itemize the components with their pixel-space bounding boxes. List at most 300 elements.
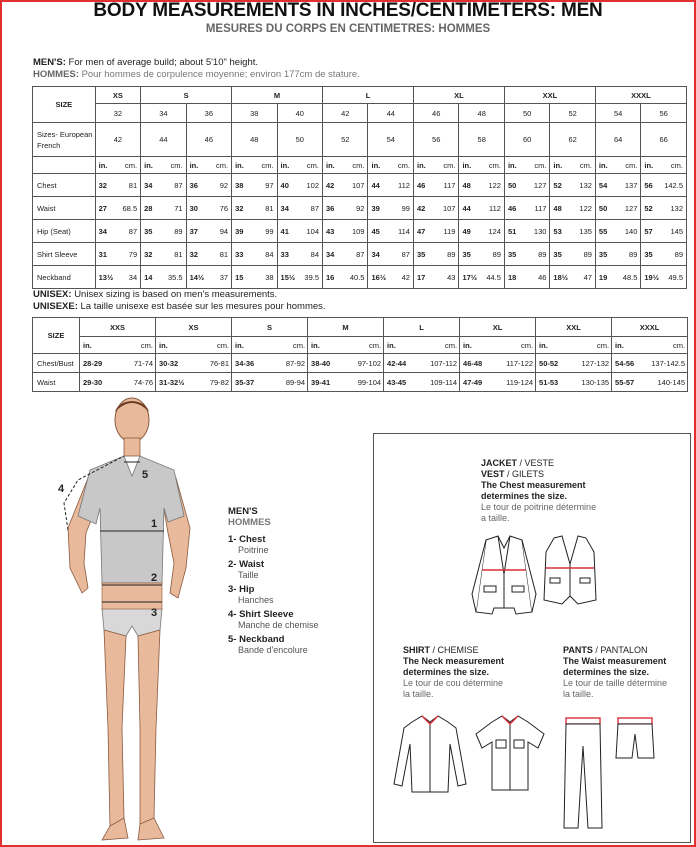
value-cm: 89 [656,243,686,266]
value-cm: 109-114 [412,373,460,392]
unisexe-note [33,301,326,312]
value-in: 16½ [368,266,383,289]
value-cm: 89 [156,220,186,243]
unit-in: in. [384,337,412,354]
value-cm: 127-132 [564,354,612,373]
value-cm: 81 [201,243,231,266]
legend-item-label: 1- Chest [228,534,266,545]
unit-in: in. [156,337,184,354]
unisex-note [33,289,277,300]
unisexe-note-text: La taille unisexe est basée sur les mesures pour hommes. [80,301,326,312]
value-cm: 49.5 [656,266,686,289]
legend-item-fr: Taille [238,570,259,580]
value-in: 44 [459,197,474,220]
unit-in: in. [536,337,564,354]
value-cm: 84 [292,243,322,266]
us-size: 54 [595,104,640,123]
value-in: 43-45 [384,373,412,392]
hommes-note-label: HOMMES: [33,69,79,80]
value-cm: 99 [247,220,277,243]
value-cm: 137 [611,174,641,197]
eu-size: 56 [413,123,458,157]
shirt-fr1: Le tour de cou détermine [403,678,504,688]
us-size: 46 [413,104,458,123]
value-cm: 79-82 [184,373,232,392]
value-in: 14½ [186,266,201,289]
value-cm: 84 [247,243,277,266]
value-cm: 44.5 [474,266,504,289]
value-in: 31-32½ [156,373,184,392]
long-sleeve-shirt-icon [394,716,466,792]
value-cm: 76 [201,197,231,220]
value-in: 46 [413,174,428,197]
legend-item-waist [228,559,319,580]
size-header: XXL [504,87,595,104]
legend-item-hip [228,584,319,605]
value-cm: 35.5 [156,266,186,289]
eu-size: 48 [232,123,277,157]
mens-note-text: For men of average build; about 5'10" height. [68,57,259,68]
shirt-title-fr: / CHEMISE [432,645,479,655]
value-in: 28-29 [80,354,108,373]
unit-in: in. [368,157,383,174]
unit-in: in. [323,157,338,174]
us-size: 52 [550,104,596,123]
value-in: 18½ [550,266,565,289]
value-in: 35-37 [232,373,260,392]
unit-in: in. [232,157,247,174]
value-cm: 140-145 [640,373,688,392]
unit-in: in. [232,337,260,354]
value-cm: 132 [565,174,595,197]
value-in: 51-53 [536,373,564,392]
jacket-title: JACKET [481,458,518,468]
size-header: M [232,87,323,104]
value-cm: 81 [110,174,140,197]
value-cm: 97 [247,174,277,197]
unit-cm: cm. [336,337,384,354]
shirt-title: SHIRT [403,645,430,655]
vest-icon [544,536,596,604]
value-in: 34 [141,174,156,197]
value-cm: 92 [201,174,231,197]
value-in: 35 [459,243,474,266]
value-in: 42 [413,197,428,220]
value-cm: 81 [247,197,277,220]
value-in: 39 [232,220,247,243]
unit-in: in. [641,157,656,174]
value-in: 43 [323,220,338,243]
value-cm: 107 [338,174,368,197]
jacket-line1: The Chest measurement [481,480,586,490]
shirt-line1: The Neck measurement [403,656,505,666]
value-cm: 99-104 [336,373,384,392]
page-subtitle: MESURES DU CORPS EN CENTIMETRES: HOMMES [205,23,491,35]
table-row [33,104,687,123]
value-cm: 87 [110,220,140,243]
value-cm: 87 [338,243,368,266]
size-header: M [308,318,384,337]
pants-fr2: la taille. [563,689,594,699]
measurement-legend [228,506,319,655]
value-in: 47-49 [460,373,488,392]
unit-in: in. [413,157,428,174]
value-cm: 130 [520,220,550,243]
value-in: 41 [277,220,292,243]
value-cm: 79 [110,243,140,266]
eu-size: 52 [323,123,368,157]
value-in: 34-36 [232,354,260,373]
size-header: XS [156,318,232,337]
table-row [33,157,687,174]
row-label: Waist [33,197,96,220]
eu-size: 64 [595,123,640,157]
value-cm: 46 [520,266,550,289]
mens-note [33,57,258,68]
unit-cm: cm. [383,157,413,174]
size-label: SIZE [33,87,96,123]
value-cm: 117-122 [488,354,536,373]
value-in: 17 [413,266,428,289]
value-cm: 42 [383,266,413,289]
value-in: 30 [186,197,201,220]
unit-cm: cm. [260,337,308,354]
value-in: 51 [504,220,519,243]
value-in: 33 [232,243,247,266]
value-in: 27 [95,197,110,220]
us-size: 38 [232,104,277,123]
value-cm: 117 [520,197,550,220]
value-in: 46-48 [460,354,488,373]
value-cm: 48.5 [611,266,641,289]
jacket-fr2: a taille. [481,513,510,523]
value-in: 54 [595,174,610,197]
row-label: Hip (Seat) [33,220,96,243]
unit-cm: cm. [488,337,536,354]
neckband-number: 5 [142,469,149,481]
jacket-icon [472,536,536,614]
value-cm: 119 [429,220,459,243]
value-in: 42 [323,174,338,197]
value-cm: 112 [474,197,504,220]
eu-size: 58 [459,123,505,157]
shorts-icon [616,718,654,758]
value-in: 49 [459,220,474,243]
value-cm: 142.5 [656,174,686,197]
table-row [33,373,688,392]
size-header: S [232,318,308,337]
size-header: L [323,87,414,104]
unit-cm: cm. [184,337,232,354]
shirt-illustration [382,714,552,796]
unisex-note-text: Unisex sizing is based on men's measurements. [74,289,278,300]
value-in: 18 [504,266,519,289]
unit-in: in. [95,157,110,174]
vest-title: VEST [481,469,505,479]
pants-fr1: Le tour de taille détermine [563,678,668,688]
pants-line1: The Waist measurement [563,656,667,666]
table-row [33,174,687,197]
value-cm: 81 [156,243,186,266]
short-sleeve-shirt-icon [476,716,544,790]
legend-item-fr: Hanches [238,595,274,605]
unit-in: in. [595,157,610,174]
jacket-fr1: Le tour de poitrine détermine [481,502,597,512]
unit-cm: cm. [429,157,459,174]
legend-item-fr: Poitrine [238,545,269,555]
value-cm: 127 [520,174,550,197]
value-in: 35 [595,243,610,266]
value-in: 50 [504,174,519,197]
eu-label-line: Sizes- European [37,129,93,139]
value-in: 37 [186,220,201,243]
value-cm: 74-76 [108,373,156,392]
value-cm: 107 [429,197,459,220]
value-cm: 122 [474,174,504,197]
us-size: 32 [95,104,140,123]
unisex-note-label: UNISEX: [33,289,72,300]
value-in: 32 [232,197,247,220]
value-cm: 124 [474,220,504,243]
unit-in: in. [612,337,640,354]
size-header: XXS [80,318,156,337]
size-header: XL [460,318,536,337]
unit-cm: cm. [110,157,140,174]
mens-note-label: MEN'S: [33,57,66,68]
value-in: 42-44 [384,354,412,373]
value-cm: 137-142.5 [640,354,688,373]
value-cm: 34 [110,266,140,289]
jacket-title-fr: / VESTE [519,458,555,468]
value-in: 48 [459,174,474,197]
value-in: 35 [413,243,428,266]
unit-cm: cm. [108,337,156,354]
value-cm: 87 [156,174,186,197]
eu-size: 66 [641,123,687,157]
pants-block [563,645,667,700]
eu-size-label [33,123,96,157]
unisex-size-table [32,317,688,392]
value-cm: 38 [247,266,277,289]
pants-icon [564,718,602,828]
unit-in: in. [459,157,474,174]
value-in: 45 [368,220,383,243]
chest-number: 1 [151,518,158,530]
value-cm: 40.5 [338,266,368,289]
value-in: 16 [323,266,338,289]
value-in: 55 [595,220,610,243]
value-in: 50-52 [536,354,564,373]
hommes-note [33,69,360,80]
value-in: 48 [550,197,565,220]
unit-cm: cm. [412,337,460,354]
value-in: 46 [504,197,519,220]
value-in: 30-32 [156,354,184,373]
value-cm: 97-102 [336,354,384,373]
value-in: 44 [368,174,383,197]
us-size: 50 [504,104,549,123]
value-in: 34 [323,243,338,266]
eu-label-line: French [37,140,61,150]
unit-in: in. [550,157,565,174]
man-body [68,398,190,840]
value-cm: 68.5 [110,197,140,220]
value-in: 19 [595,266,610,289]
jacket-block [481,458,596,524]
us-size: 34 [141,104,186,123]
value-cm: 140 [611,220,641,243]
legend-item-fr: Bande d'encolure [238,645,308,655]
value-in: 36 [186,174,201,197]
value-in: 28 [141,197,156,220]
unit-cm: cm. [474,157,504,174]
value-in: 35 [550,243,565,266]
size-label: SIZE [33,318,80,354]
unit-cm: cm. [656,157,686,174]
unit-in: in. [460,337,488,354]
table-row [33,318,688,337]
eu-size: 60 [504,123,549,157]
value-cm: 107-112 [412,354,460,373]
eu-size: 50 [277,123,322,157]
unit-cm: cm. [156,157,186,174]
row-label: Chest/Bust [33,354,80,373]
value-in: 52 [550,174,565,197]
legend-item-label: 3- Hip [228,584,255,595]
value-cm: 87-92 [260,354,308,373]
hip-number: 3 [151,607,158,619]
value-cm: 89 [565,243,595,266]
empty-cell [33,157,96,174]
value-in: 52 [641,197,656,220]
value-in: 54-56 [612,354,640,373]
value-in: 31 [95,243,110,266]
value-in: 19½ [641,266,656,289]
value-in: 47 [413,220,428,243]
table-row [33,123,687,157]
shirt-fr2: la taille. [403,689,434,699]
shirt-line2: determines the size. [403,667,490,677]
value-in: 35 [141,220,156,243]
page-title: BODY MEASUREMENTS IN INCHES/CENTIMETERS: MEN [93,0,603,21]
unit-cm: cm. [564,337,612,354]
value-cm: 87 [383,243,413,266]
us-size: 36 [186,104,231,123]
unit-cm: cm. [640,337,688,354]
table-row [33,197,687,220]
value-in: 14 [141,266,156,289]
size-header: XXXL [612,318,688,337]
unit-cm: cm. [611,157,641,174]
us-size: 44 [368,104,414,123]
pants-illustration [560,716,660,836]
us-size: 48 [459,104,505,123]
value-cm: 114 [383,220,413,243]
value-in: 39-41 [308,373,336,392]
shirt-block [403,645,504,700]
value-cm: 104 [292,220,322,243]
size-header: XS [95,87,140,104]
garment-guide-panel [373,433,691,843]
row-label: Neckband [33,266,96,289]
value-cm: 119-124 [488,373,536,392]
table-row [33,266,687,289]
row-label: Chest [33,174,96,197]
pants-title-fr: / PANTALON [595,645,648,655]
unit-cm: cm. [292,157,322,174]
value-in: 17½ [459,266,474,289]
legend-item-label: 5- Neckband [228,634,285,645]
value-cm: 89 [429,243,459,266]
size-header: XXL [536,318,612,337]
value-cm: 122 [565,197,595,220]
mens-size-table [32,86,687,289]
unit-in: in. [186,157,201,174]
legend-title-fr: HOMMES [228,517,271,528]
legend-item-chest [228,534,319,555]
value-cm: 135 [565,220,595,243]
value-in: 32 [95,174,110,197]
value-cm: 87 [292,197,322,220]
value-in: 55-57 [612,373,640,392]
size-header: XXXL [595,87,686,104]
size-header: L [384,318,460,337]
value-in: 34 [368,243,383,266]
unit-in: in. [141,157,156,174]
eu-size: 62 [550,123,596,157]
unit-cm: cm. [338,157,368,174]
value-cm: 102 [292,174,322,197]
table-row [33,354,688,373]
value-in: 13½ [95,266,110,289]
value-cm: 92 [338,197,368,220]
value-cm: 39.5 [292,266,322,289]
sleeve-number: 4 [58,483,65,495]
eu-size: 42 [95,123,140,157]
us-size: 40 [277,104,322,123]
value-in: 36 [323,197,338,220]
value-cm: 47 [565,266,595,289]
value-in: 34 [95,220,110,243]
unit-in: in. [277,157,292,174]
eu-size: 44 [141,123,186,157]
value-cm: 132 [656,197,686,220]
table-row [33,337,688,354]
value-cm: 130-135 [564,373,612,392]
value-cm: 37 [201,266,231,289]
legend-item-fr: Manche de chemise [238,620,319,630]
value-in: 57 [641,220,656,243]
unisexe-note-label: UNISEXE: [33,301,78,312]
value-cm: 94 [201,220,231,243]
value-in: 39 [368,197,383,220]
waist-number: 2 [151,572,158,584]
size-header: S [141,87,232,104]
value-cm: 89 [520,243,550,266]
unit-cm: cm. [247,157,277,174]
eu-size: 54 [368,123,414,157]
pants-title: PANTS [563,645,593,655]
table-row [33,220,687,243]
size-header: XL [413,87,504,104]
value-in: 35 [504,243,519,266]
legend-item-label: 4- Shirt Sleeve [228,609,294,620]
value-in: 38-40 [308,354,336,373]
value-cm: 71-74 [108,354,156,373]
table-row [33,243,687,266]
value-cm: 145 [656,220,686,243]
value-in: 53 [550,220,565,243]
